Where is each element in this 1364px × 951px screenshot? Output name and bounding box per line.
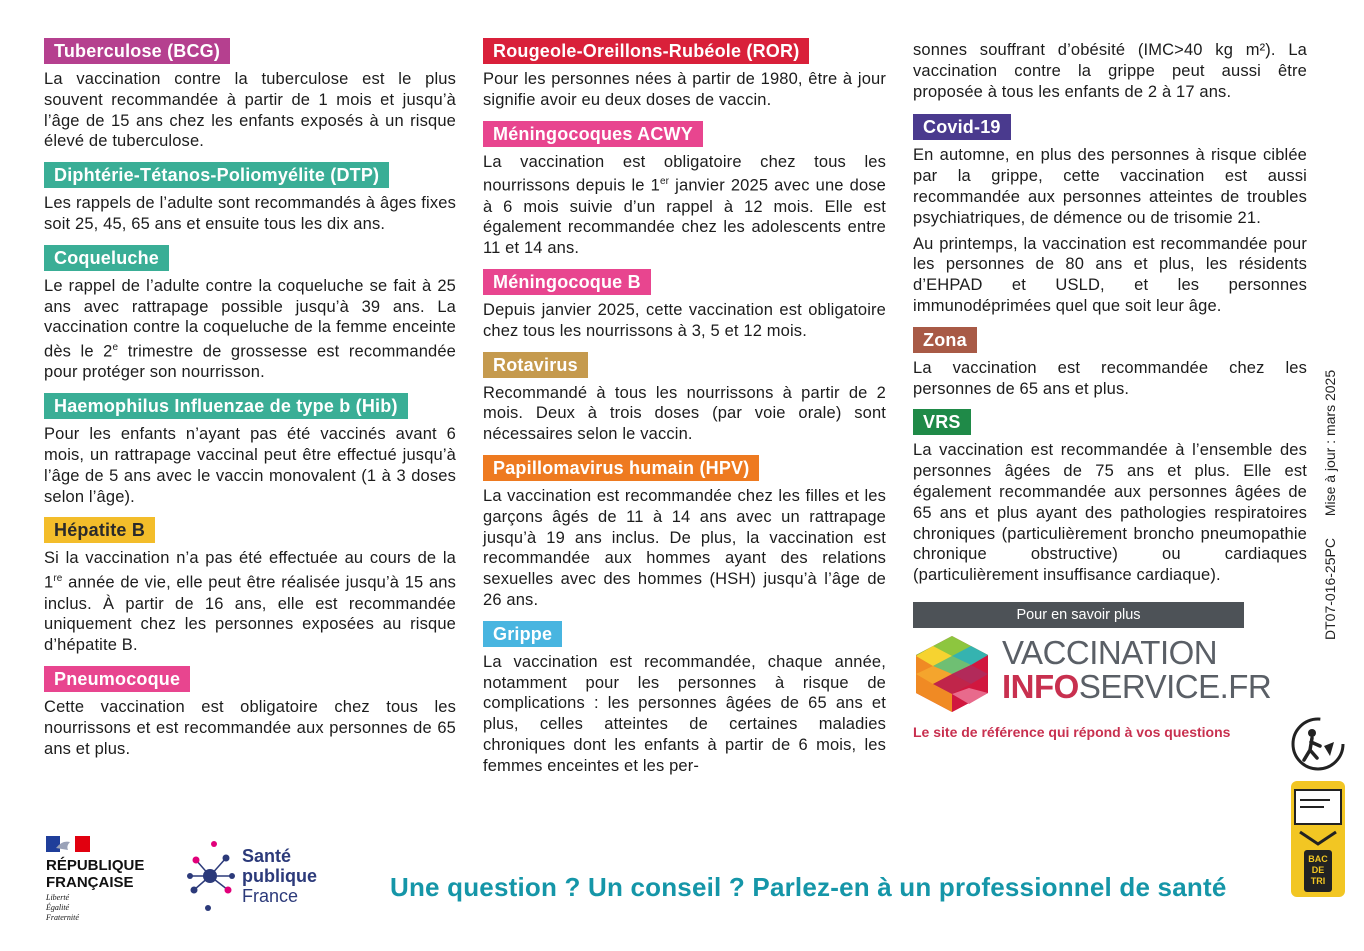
- document-reference: [1322, 352, 1338, 640]
- section-grippe: [483, 621, 886, 777]
- section-title-grippe: Grippe: [483, 621, 562, 647]
- section-zona: [913, 327, 1307, 400]
- section-title-acwy: Méningocoques ACWY: [483, 121, 703, 147]
- network-dots-icon: [186, 838, 240, 914]
- site-name-line1: VACCINATION: [1002, 633, 1218, 671]
- section-text-dtp-0: Les rappels de l’adulte sont recommandés à âges fixes soit 25, 45, 65 ans et ensuite tous les dix ans.: [44, 194, 456, 233]
- section-ror: [483, 38, 886, 111]
- grippe-continuation: sonnes souffrant d’obésité (IMC>40 kg m²). La vaccination contre la grippe peut aussi être proposée à tous les enfants de 2 à 17 ans.: [913, 41, 1307, 101]
- section-text-rota-0: Recommandé à tous les nourrissons à partir de 2 mois. Deux à trois doses (par voie orale) sont nécessaires selon le vaccin.: [483, 383, 886, 444]
- section-hib: [44, 393, 456, 507]
- site-name-line2: INFOSERVICE.FR: [1002, 667, 1272, 705]
- section-text-hpv-0: La vaccination est recommandée chez les filles et les garçons âgés de 11 à 14 ans avec un rattrapage jusqu’à 19 ans inclus. De plus, la vaccination est recommandée aux hommes ayant des relations sexuelles avec des hommes (HSH) jusqu’à l’âge de 26 ans.: [483, 487, 886, 610]
- section-text-vrs-0: La vaccination est recommandée à l’ensemble des personnes âgées de 75 ans et plus. Elle est également recommandée aux personnes âgées de 65 ans et plus ayant des pathologies respiratoires chroniques (particulièrement broncho pneumopathie chronique obstructive) ou cardiaques (particulièrement insuffisance cardiaque).: [913, 441, 1307, 585]
- section-title-bcg: Tuberculose (BCG): [44, 38, 230, 64]
- section-pneumo: [44, 666, 456, 759]
- update-date: Mise à jour : mars 2025: [1322, 369, 1338, 517]
- bin-label-3: TRI: [1310, 876, 1326, 886]
- section-title-rota: Rotavirus: [483, 352, 588, 378]
- section-text-hepb-0: Si la vaccination n’a pas été effectuée au cours de la 1re année de vie, elle peut être réalisée jusqu’à 15 ans inclus. À partir de 16 ans, elle est recommandée uniquement chez les personnes exposées au risque d’hépatite B.: [44, 549, 456, 655]
- section-rota: [483, 352, 886, 445]
- more-info-banner[interactable]: Pour en savoir plus: [913, 602, 1244, 628]
- rf-name-line2: FRANÇAISE: [46, 874, 134, 891]
- section-title-vrs: VRS: [913, 409, 971, 435]
- column-middle: [483, 38, 886, 787]
- section-title-pneumo: Pneumocoque: [44, 666, 190, 692]
- section-title-ror: Rougeole-Oreillons-Rubéole (ROR): [483, 38, 809, 64]
- hexagon-mosaic-icon: [913, 634, 991, 714]
- reference-code: DT07-016-25PC: [1322, 538, 1338, 640]
- section-text-ror-0: Pour les personnes nées à partir de 1980, être à jour signifie avoir eu deux doses de vaccin.: [483, 70, 886, 109]
- section-text-menb-0: Depuis janvier 2025, cette vaccination est obligatoire chez tous les nourrissons à 3, 5 et 12 mois.: [483, 301, 886, 340]
- section-hepb: [44, 517, 456, 655]
- bin-label-1: BAC: [1308, 854, 1328, 864]
- footer-question: Une question ? Un conseil ? Parlez-en à un professionnel de santé: [390, 872, 1227, 902]
- marianne-flag-icon: [46, 836, 90, 852]
- rf-name-line1: RÉPUBLIQUE: [46, 857, 145, 874]
- section-text-coqueluche-0: Le rappel de l’adulte contre la coqueluche se fait à 25 ans avec rattrapage possible jusqu’à 39 ans. La vaccination contre la coqueluche de la femme enceinte dès le 2e trimestre de grossesse est recommandée pour protéger son nourrisson.: [44, 276, 456, 382]
- section-text-grippe-0: La vaccination est recommandée, chaque année, notamment pour les personnes à risque de complications : les personnes âgées de 65 ans et plus, celles atteintes de certaines maladies chroniques dont les enfants à partir de 6 mois, les femmes enceintes et les per-: [483, 652, 886, 775]
- section-text-acwy-0: La vaccination est obligatoire chez tous les nourrissons depuis le 1er janvier 2025 avec une dose à 6 mois suivie d’un rappel à 12 mois. Elle est également recommandée chez les adolescents entre 11 et 14 ans.: [483, 152, 886, 258]
- column-right: [913, 40, 1307, 744]
- sorting-bin-icon: [1290, 780, 1346, 898]
- vaccination-info-service-logo[interactable]: [913, 634, 1307, 744]
- section-menb: [483, 269, 886, 342]
- section-hpv: [483, 455, 886, 611]
- section-covid: [913, 114, 1307, 316]
- column-left: [44, 38, 456, 769]
- section-title-covid: Covid-19: [913, 114, 1011, 140]
- section-dtp: [44, 162, 456, 235]
- section-text-hib-0: Pour les enfants n’ayant pas été vaccinés avant 6 mois, un rattrapage vaccinal peut être effectué jusqu’à l’âge de 5 ans avec le vaccin monovalent (1 à 3 doses selon l’âge).: [44, 425, 456, 506]
- section-text-zona-0: La vaccination est recommandée chez les personnes de 65 ans et plus.: [913, 358, 1307, 398]
- section-title-hib: Haemophilus Influenzae de type b (Hib): [44, 393, 408, 419]
- recycle-triman-icon: [1290, 716, 1346, 772]
- section-text-covid-0: En automne, en plus des personnes à risque ciblée par la grippe, cette vaccination est aussi recommandée aux personnes atteintes de troubles psychiatriques, de démence ou de trisomie 21.: [913, 146, 1307, 227]
- spf-text: Santé publique France: [242, 846, 317, 906]
- section-title-dtp: Diphtérie-Tétanos-Poliomyélite (DTP): [44, 162, 389, 188]
- bin-label-2: DE: [1311, 865, 1325, 875]
- site-tagline: Le site de référence qui répond à vos questions: [913, 723, 1231, 740]
- sante-publique-france-logo: [186, 838, 317, 919]
- section-text-bcg-0: La vaccination contre la tuberculose est le plus souvent recommandée à partir de 1 mois et jusqu’à l’âge de 15 ans chez les enfants exposés à un risque élevé de tuberculose.: [44, 70, 456, 151]
- section-title-coqueluche: Coqueluche: [44, 245, 169, 271]
- section-title-hpv: Papillomavirus humain (HPV): [483, 455, 759, 481]
- section-title-zona: Zona: [913, 327, 977, 353]
- republique-francaise-logo: [46, 836, 166, 923]
- section-acwy: [483, 121, 886, 259]
- section-bcg: [44, 38, 456, 152]
- section-vrs: [913, 409, 1307, 586]
- section-title-menb: Méningocoque B: [483, 269, 651, 295]
- section-coqueluche: [44, 245, 456, 383]
- section-title-hepb: Hépatite B: [44, 517, 155, 543]
- rf-motto: Liberté Égalité Fraternité: [46, 893, 79, 922]
- section-text-covid-1: Au printemps, la vaccination est recommandée pour les personnes de 80 ans et plus, les résidents d’EHPAD et USLD, et les personnes immunodéprimées quel que soit leur âge.: [913, 234, 1307, 315]
- section-text-pneumo-0: Cette vaccination est obligatoire chez tous les nourrissons et est recommandée aux personnes de 65 ans et plus.: [44, 697, 456, 758]
